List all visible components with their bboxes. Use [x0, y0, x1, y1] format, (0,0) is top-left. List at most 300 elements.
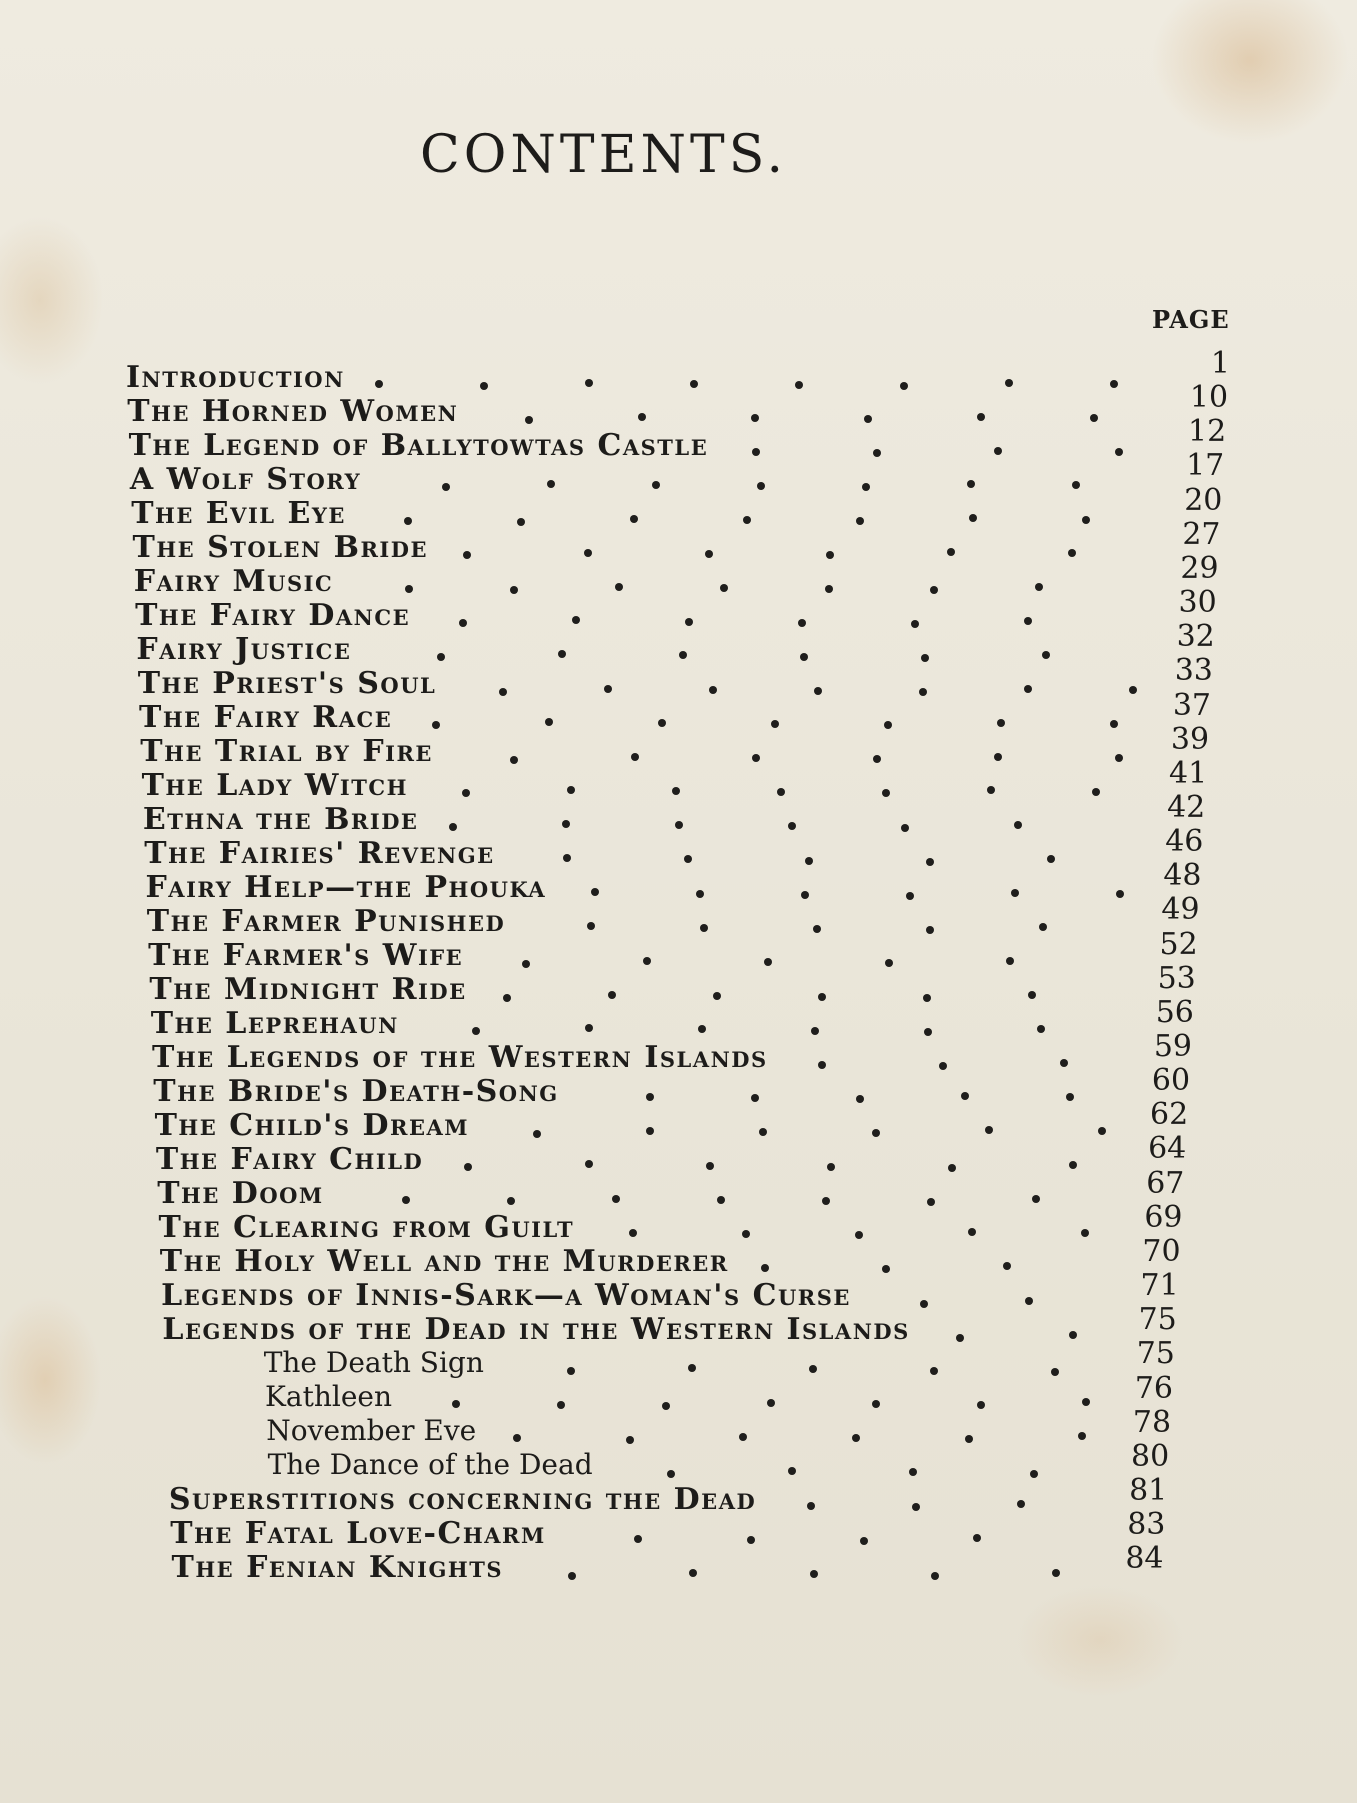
leader-dot [696, 890, 704, 898]
leader-dot [646, 1093, 654, 1101]
leader-dot [873, 755, 881, 763]
leader-dot [629, 1229, 637, 1237]
toc-entry [150, 994, 1194, 1041]
toc-entry-page: 46 [1165, 824, 1204, 860]
leader-dot [567, 786, 575, 794]
leader-dot [788, 822, 796, 830]
leader-dot [679, 651, 687, 659]
toc-entry-page: 71 [1140, 1268, 1179, 1304]
leader-dot [522, 960, 530, 968]
leader-dot [906, 892, 914, 900]
leader-dot [856, 517, 864, 525]
leader-dot [873, 449, 881, 457]
toc-entry-title: Fairy Music [133, 564, 334, 599]
toc-entry-title: Kathleen [265, 1380, 393, 1413]
leader-dot [977, 1401, 985, 1409]
leader-dot [742, 1230, 750, 1238]
leader-dot [956, 1334, 964, 1342]
toc-entry-page: 56 [1155, 994, 1194, 1030]
leader-dot [562, 820, 570, 828]
leader-dot [1006, 957, 1014, 965]
leader-dot [927, 1198, 935, 1206]
leader-dot [814, 687, 822, 695]
leader-dot [510, 756, 518, 764]
leader-dot [1069, 1161, 1077, 1169]
leader-dot [973, 1534, 981, 1542]
leader-dot [643, 957, 651, 965]
toc-entry-page: 52 [1159, 926, 1198, 962]
toc-entry [136, 619, 1215, 667]
toc-entry-page: 37 [1172, 687, 1211, 723]
leader-dot [926, 858, 934, 866]
leader-dot [585, 379, 593, 387]
leader-dot [626, 1436, 634, 1444]
leader-dot [885, 959, 893, 967]
leader-dot [872, 1400, 880, 1408]
toc-entry-title: The Child's Dream [154, 1108, 470, 1143]
leader-dot [462, 789, 470, 797]
leader-dot [767, 1399, 775, 1407]
toc-entry-page: 12 [1188, 414, 1227, 450]
leader-dot [757, 482, 765, 490]
leader-dot [852, 1434, 860, 1442]
leader-dot [961, 1092, 969, 1100]
leader-dot [930, 586, 938, 594]
leader-dot [567, 1367, 575, 1375]
toc-entry [171, 1541, 1164, 1585]
toc-entry-page: 60 [1151, 1063, 1191, 1099]
leader-dot [472, 1027, 480, 1035]
leader-dot [977, 413, 985, 421]
toc-entry-page: 17 [1186, 448, 1225, 484]
leader-dot [525, 416, 533, 424]
toc-entry [133, 550, 1219, 599]
leader-dot [967, 480, 975, 488]
leader-dot [1082, 516, 1090, 524]
leader-dot [402, 1196, 410, 1204]
leader-dot [717, 1196, 725, 1204]
toc-entry-page: 30 [1178, 585, 1217, 621]
leader-dot [826, 551, 834, 559]
leader-dot [713, 992, 721, 1000]
toc-entry-title: The Fairy Dance [135, 598, 411, 633]
leader-dot [405, 585, 413, 593]
toc-entry-page: 10 [1189, 380, 1229, 416]
toc-entry [139, 687, 1211, 735]
leader-dot [752, 448, 760, 456]
leader-dot [1129, 686, 1137, 694]
toc-entry-page: 84 [1125, 1541, 1164, 1577]
leader-dot [924, 1028, 932, 1036]
leader-dot [1032, 1195, 1040, 1203]
leader-dot [1069, 1331, 1077, 1339]
leader-dot [1047, 855, 1055, 863]
leader-dot [926, 926, 934, 934]
leader-dot [646, 1127, 654, 1135]
leader-dot [968, 1228, 976, 1236]
toc-entry-title: The Fairy Race [139, 700, 393, 735]
toc-entry-title: Legends of Innis-Sark—a Woman's Curse [161, 1278, 851, 1313]
toc-entry-title: The Legend of Ballytowtas Castle [128, 428, 709, 463]
leader-dot [1037, 1025, 1045, 1033]
toc-entry-page: 75 [1138, 1302, 1177, 1338]
toc-entry-page: 33 [1174, 653, 1213, 689]
leader-dot [1072, 481, 1080, 489]
toc-entry-title: The Doom [157, 1176, 324, 1211]
leader-dot [604, 685, 612, 693]
leader-dot [1068, 549, 1076, 557]
leader-dot [608, 991, 616, 999]
leader-dot [1081, 1229, 1089, 1237]
toc-entry-title: Legends of the Dead in the Western Islands [162, 1312, 910, 1347]
leader-dot [810, 1570, 818, 1578]
leader-dot [923, 994, 931, 1002]
toc-entry-page: 27 [1182, 516, 1221, 552]
leader-dot [930, 1367, 938, 1375]
toc-entry-title: The Evil Eye [131, 496, 346, 531]
toc-entry-page: 70 [1142, 1233, 1181, 1269]
leader-dot [442, 483, 450, 491]
leader-dot [798, 619, 806, 627]
toc-entry-page: 83 [1127, 1507, 1166, 1543]
leader-dot [1030, 1470, 1038, 1478]
toc-entry [137, 653, 1213, 701]
leader-dot [662, 1402, 670, 1410]
toc-entry-title: The Priest's Soul [137, 666, 437, 701]
toc-entry-title: Fairy Help—the Phouka [145, 870, 547, 905]
leader-dot [1090, 414, 1098, 422]
leader-dot [1092, 788, 1100, 796]
leader-dot [1066, 1093, 1074, 1101]
toc-entry-title: Superstitions concerning the Dead [168, 1482, 757, 1517]
leader-dot [747, 1536, 755, 1544]
leader-dot [901, 824, 909, 832]
leader-dot [449, 823, 457, 831]
leader-dot [568, 1572, 576, 1580]
leader-dot [969, 514, 977, 522]
leader-dot [459, 619, 467, 627]
toc-entry-page: 42 [1167, 789, 1206, 825]
leader-dot [909, 1468, 917, 1476]
toc-entry [149, 960, 1196, 1007]
leader-dot [856, 1095, 864, 1103]
leader-dot [585, 1024, 593, 1032]
toc-entry-title: A Wolf Story [129, 462, 362, 497]
toc-entry-title: Introduction [126, 360, 345, 395]
leader-dot [1110, 720, 1118, 728]
leader-dot [375, 380, 383, 388]
toc-entry [154, 1097, 1189, 1143]
leader-dot [921, 654, 929, 662]
leader-dot [672, 787, 680, 795]
leader-dot [1051, 1368, 1059, 1376]
toc-entry-page: 62 [1150, 1097, 1189, 1133]
toc-entry-title: The Fairies' Revenge [144, 836, 495, 871]
leader-dot [807, 1502, 815, 1510]
leader-dot [513, 1434, 521, 1442]
leader-dot [771, 720, 779, 728]
leader-dot [965, 1435, 973, 1443]
leader-dot [788, 1467, 796, 1475]
toc-entry-page: 67 [1146, 1165, 1185, 1201]
toc-entry [153, 1063, 1191, 1109]
leader-dot [1011, 889, 1019, 897]
leader-dot [507, 1197, 515, 1205]
leader-dot [698, 1025, 706, 1033]
toc-entry-page: 78 [1132, 1404, 1172, 1440]
leader-dot [709, 686, 717, 694]
leader-dot [612, 1195, 620, 1203]
leader-dot [464, 1163, 472, 1171]
leader-dot [743, 516, 751, 524]
leader-dot [764, 958, 772, 966]
leader-dot [920, 1300, 928, 1308]
toc-entry [266, 1404, 1172, 1448]
leader-dot [795, 381, 803, 389]
leader-dot [1115, 448, 1123, 456]
toc-entry-title: The Fatal Love-Charm [170, 1516, 546, 1551]
toc-entry [263, 1336, 1175, 1380]
leader-dot [1024, 617, 1032, 625]
leader-dot [752, 754, 760, 762]
toc-entry-page: 32 [1176, 619, 1215, 655]
toc-entry-page: 39 [1170, 721, 1210, 757]
leader-dot [452, 1400, 460, 1408]
toc-entry-title: The Horned Women [127, 394, 459, 429]
leader-dot [503, 994, 511, 1002]
toc-entry [267, 1438, 1170, 1482]
toc-entry-title: The Dance of the Dead [267, 1448, 593, 1481]
leader-dot [705, 550, 713, 558]
toc-entry-page: 64 [1148, 1131, 1187, 1167]
toc-entry-title: The Death Sign [263, 1346, 484, 1379]
leader-dot [720, 584, 728, 592]
leader-dot [855, 1231, 863, 1239]
leader-dot [882, 789, 890, 797]
leader-dot [761, 1264, 769, 1272]
toc-entry [127, 380, 1229, 429]
toc-entry [170, 1507, 1166, 1551]
leader-dot [517, 518, 525, 526]
leader-dot [1025, 1297, 1033, 1305]
leader-dot [547, 480, 555, 488]
leader-dot [811, 1027, 819, 1035]
toc-entry-title: The Bride's Death-Song [153, 1074, 559, 1109]
leader-dot [1017, 1500, 1025, 1508]
toc-entry-page: 53 [1157, 960, 1196, 996]
leader-dot [1005, 379, 1013, 387]
toc-entry-title: The Fairy Child [155, 1142, 424, 1177]
toc-entry [265, 1370, 1173, 1414]
leader-dot [1024, 685, 1032, 693]
leader-dot [615, 583, 623, 591]
leader-dot [751, 1094, 759, 1102]
toc-entry-page: 1 [1210, 346, 1230, 381]
leader-dot [931, 1572, 939, 1580]
leader-dot [994, 753, 1002, 761]
toc-entry-title: The Midnight Ride [149, 972, 467, 1007]
leader-dot [675, 821, 683, 829]
toc-entry-page: 81 [1129, 1472, 1168, 1508]
toc-entry [159, 1233, 1181, 1279]
leader-dot [1115, 754, 1123, 762]
contents-title: CONTENTS. [420, 125, 788, 185]
toc-entry [142, 789, 1206, 837]
leader-dot [827, 1163, 835, 1171]
leader-dot [563, 854, 571, 862]
leader-dot [630, 515, 638, 523]
leader-dot [912, 1503, 920, 1511]
leader-dot [499, 688, 507, 696]
leader-dot [800, 653, 808, 661]
toc-entry [168, 1472, 1168, 1517]
leader-dot [1003, 1262, 1011, 1270]
leader-dot [987, 786, 995, 794]
leader-dot [739, 1433, 747, 1441]
leader-dot [533, 1130, 541, 1138]
toc-entry-page: 69 [1144, 1199, 1183, 1235]
leader-dot [1082, 1398, 1090, 1406]
toc-entry [141, 755, 1208, 803]
leader-dot [557, 1401, 565, 1409]
leader-dot [872, 1129, 880, 1137]
leader-dot [1052, 1569, 1060, 1577]
toc-entry-page: 48 [1163, 858, 1202, 894]
toc-entry [148, 926, 1198, 973]
leader-dot [652, 481, 660, 489]
toc-entry-title: November Eve [266, 1414, 477, 1447]
toc-entry-title: The Holy Well and the Murderer [159, 1244, 729, 1279]
toc-entry-title: The Farmer Punished [146, 904, 506, 939]
leader-dot [584, 549, 592, 557]
leader-dot [997, 719, 1005, 727]
leader-dot [437, 653, 445, 661]
leader-dot [585, 1160, 593, 1168]
leader-dot [689, 1569, 697, 1577]
leader-dot [480, 382, 488, 390]
leader-dot [1014, 821, 1022, 829]
toc-entry-page: 59 [1153, 1029, 1192, 1064]
leader-dot [994, 447, 1002, 455]
leader-dot [684, 855, 692, 863]
leader-dot [759, 1128, 767, 1136]
leader-dot [706, 1162, 714, 1170]
toc-entry-title: Ethna the Bride [142, 802, 419, 837]
leader-dot [1110, 380, 1118, 388]
leader-dot [864, 415, 872, 423]
toc-entry-title: The Fenian Knights [171, 1550, 504, 1585]
toc-entry-title: The Legends of the Western Islands [152, 1040, 768, 1075]
toc-entry [155, 1131, 1187, 1177]
leader-dot [751, 414, 759, 422]
toc-entry-title: Fairy Justice [136, 632, 352, 667]
leader-dot [432, 721, 440, 729]
leader-dot [587, 922, 595, 930]
leader-dot [545, 718, 553, 726]
leader-dot [634, 1535, 642, 1543]
toc-entry-title: The Leprehaun [150, 1006, 399, 1041]
leader-dot [884, 721, 892, 729]
leader-dot [638, 413, 646, 421]
toc-entry [144, 824, 1204, 871]
leader-dot [948, 1164, 956, 1172]
toc-entry [140, 721, 1210, 769]
page-column-header: PAGE [1152, 305, 1230, 334]
leader-dot [862, 483, 870, 491]
leader-dot [813, 925, 821, 933]
toc-entry-page: 20 [1184, 482, 1223, 518]
leader-dot [801, 891, 809, 899]
toc-entry [132, 516, 1221, 565]
leader-dot [805, 857, 813, 865]
leader-dot [1098, 1127, 1106, 1135]
leader-dot [825, 585, 833, 593]
toc-entry [129, 448, 1225, 497]
leader-dot [404, 517, 412, 525]
toc-entry-title: The Lady Witch [141, 768, 408, 803]
toc-entry [146, 892, 1200, 939]
toc-entry [161, 1268, 1179, 1313]
leader-dot [631, 753, 639, 761]
leader-dot [658, 719, 666, 727]
toc-entry [128, 414, 1227, 463]
leader-dot [685, 618, 693, 626]
leader-dot [463, 551, 471, 559]
toc-entry-title: The Farmer's Wife [148, 938, 464, 973]
leader-dot [1028, 991, 1036, 999]
leader-dot [882, 1265, 890, 1273]
leader-dot [947, 548, 955, 556]
toc-entry [131, 482, 1223, 531]
leader-dot [1039, 923, 1047, 931]
leader-dot [919, 688, 927, 696]
leader-dot [1078, 1432, 1086, 1440]
toc-entry-title: The Stolen Bride [132, 530, 428, 565]
leader-dot [1116, 890, 1124, 898]
toc-entry [157, 1165, 1185, 1211]
leader-dot [900, 382, 908, 390]
toc-entry-page: 49 [1161, 892, 1200, 928]
leader-dot [777, 788, 785, 796]
leader-dot [1042, 651, 1050, 659]
toc-entry [126, 346, 1230, 395]
leader-dot [1035, 583, 1043, 591]
toc-entry-page: 29 [1180, 550, 1219, 586]
leader-dot [818, 993, 826, 1001]
leader-dot [822, 1197, 830, 1205]
toc-entry-page: 76 [1134, 1370, 1173, 1406]
toc-entry [152, 1029, 1192, 1075]
leader-dot [818, 1061, 826, 1069]
toc-entry [135, 585, 1217, 633]
leader-dot [1060, 1059, 1068, 1067]
toc-entry [158, 1199, 1183, 1245]
leader-dot [572, 616, 580, 624]
toc-entry [145, 858, 1202, 905]
leader-dot [510, 586, 518, 594]
leader-dot [809, 1365, 817, 1373]
leader-dot [985, 1126, 993, 1134]
leader-dot [690, 380, 698, 388]
toc-entry-title: The Trial by Fire [140, 734, 433, 769]
leader-dot [939, 1062, 947, 1070]
toc-entry-page: 41 [1169, 755, 1208, 791]
leader-dot [558, 650, 566, 658]
toc-entry-title: The Clearing from Guilt [158, 1210, 575, 1245]
leader-dot [860, 1537, 868, 1545]
toc-entry-page: 75 [1136, 1336, 1175, 1372]
leader-dot [667, 1470, 675, 1478]
